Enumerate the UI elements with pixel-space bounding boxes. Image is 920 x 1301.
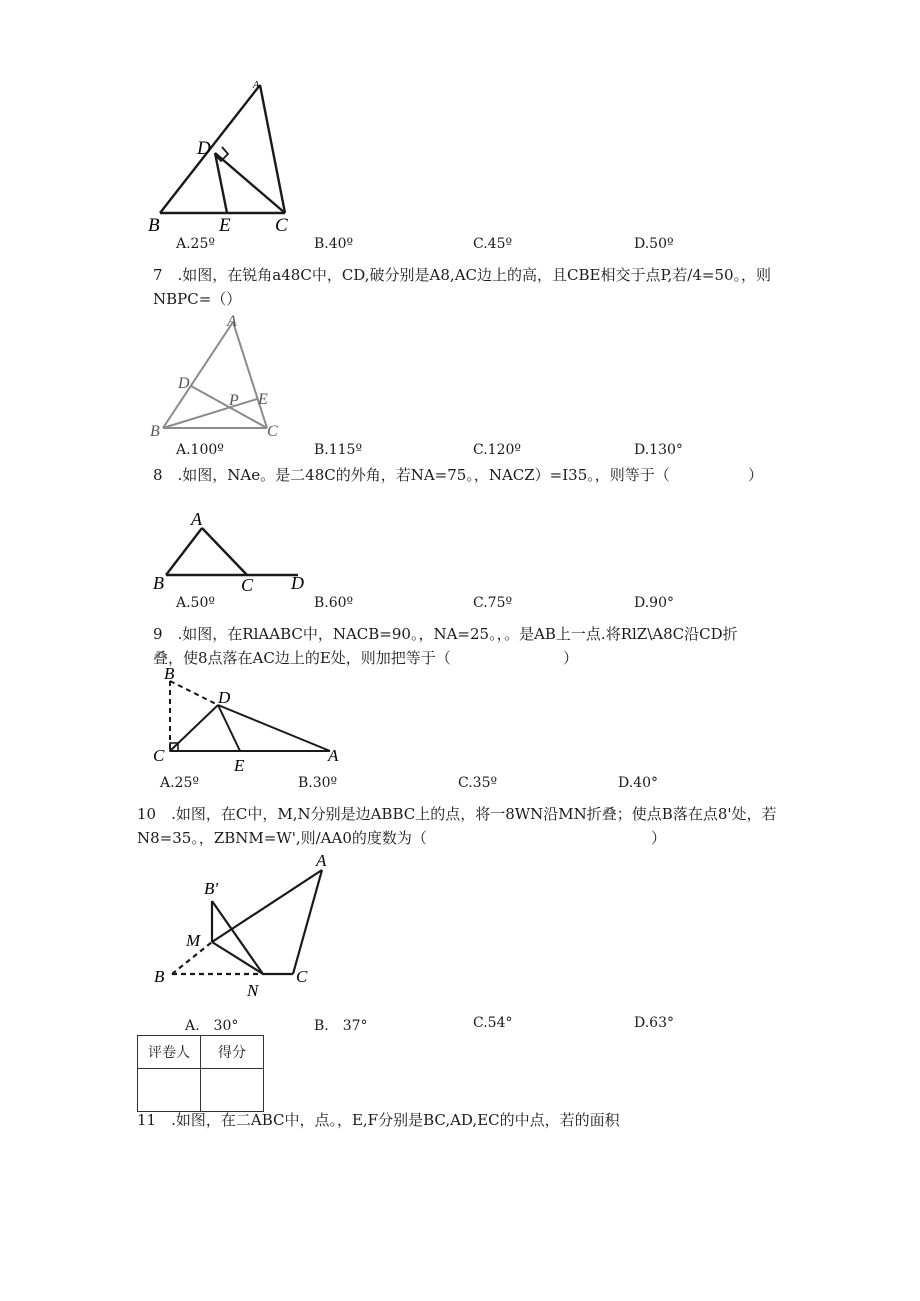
q8-edge-ab	[166, 528, 202, 575]
q6-option-d: D.50º	[634, 236, 674, 252]
q8-label-c: C	[241, 575, 254, 595]
q6-label-c: C	[275, 215, 288, 236]
score-table-grader-header: 评卷人	[138, 1036, 201, 1069]
score-table-grader-cell[interactable]	[138, 1069, 201, 1112]
q10-option-a: A. 30°	[185, 1018, 239, 1034]
q11-question-line1: 11 .如图，在二ABC中，点。，E,F分别是BC,AD,EC的中点，若的面积	[137, 1111, 620, 1129]
q9-label-a: A	[328, 746, 339, 765]
q9-label-e: E	[234, 756, 245, 775]
q7-label-d: D	[178, 375, 190, 392]
q6-figure	[145, 78, 305, 236]
score-table-score-cell[interactable]	[201, 1069, 264, 1112]
score-table	[137, 1035, 264, 1112]
q6-label-b: B	[148, 215, 160, 236]
q9-question-line2: 叠，使8点落在AC边上的E处，则加把等于（	[153, 649, 451, 667]
q9-figure	[150, 663, 345, 775]
q10-option-c: C.54°	[473, 1015, 513, 1031]
q10-figure	[150, 848, 340, 1003]
q8-label-a: A	[191, 509, 202, 529]
q9-folded-edge-bd	[170, 681, 218, 705]
q6-option-c: C.45º	[473, 236, 513, 252]
q7-label-p: P	[229, 392, 239, 409]
q7-question-line2: NBPC=（）	[153, 290, 242, 308]
q7-option-a: A.100º	[176, 442, 224, 458]
q7-option-b: B.115º	[314, 442, 363, 458]
q9-label-b: B	[164, 664, 175, 683]
q9-question-line1: 9 .如图，在RlAABC中，NACB=90。，NA=25。，。是AB上一点.将RlZ\A8C沿CD折	[153, 625, 738, 643]
q10-question-line2: N8=35。，ZBNM=W',则/AA0的度数为（	[137, 829, 427, 847]
q10-label-n: N	[247, 981, 259, 1000]
q8-edge-ac	[202, 528, 247, 575]
q8-option-d: D.90°	[634, 595, 674, 611]
q8-option-b: B.60º	[314, 595, 354, 611]
q7-label-e: E	[258, 391, 268, 408]
q7-figure	[145, 310, 290, 440]
score-table-score-header: 得分	[201, 1036, 264, 1069]
q9-option-a: A.25º	[160, 775, 199, 791]
q7-edge-ab	[163, 322, 233, 428]
q7-label-a: A	[227, 313, 237, 330]
q7-option-d: D.130°	[634, 442, 683, 458]
q9-paren-close: ）	[563, 649, 579, 667]
q9-edge-da	[218, 705, 330, 751]
q7-label-c: C	[267, 423, 278, 440]
q8-option-c: C.75º	[473, 595, 513, 611]
q7-option-c: C.120º	[473, 442, 521, 458]
q10-label-b: B	[154, 967, 165, 986]
q10-question-line1: 10 .如图，在C中，M,N分别是边ABBC上的点，将一8WN沿MN折叠；使点B落在点8'处，若	[137, 805, 777, 823]
q9-option-b: B.30º	[298, 775, 338, 791]
q8-question-line1: 8 .如图，NAe。是二48C的外角，若NA=75。，NACZ）=I35。，则等于（	[153, 466, 670, 484]
q8-label-d: D	[291, 573, 304, 593]
q8-paren-close: ）	[748, 466, 764, 484]
q7-altitude-be	[163, 399, 257, 428]
q9-label-d: D	[218, 688, 231, 707]
q10-paren-close: ）	[651, 829, 667, 847]
q8-option-a: A.50º	[176, 595, 215, 611]
q9-option-d: D.40°	[618, 775, 658, 791]
q7-label-b: B	[150, 423, 160, 440]
q6-label-e: E	[219, 215, 231, 236]
q6-label-a: A	[253, 80, 260, 91]
q9-option-c: C.35º	[458, 775, 498, 791]
q6-option-a: A.25º	[176, 236, 215, 252]
q6-label-d: D	[197, 138, 211, 159]
q10-option-b: B. 37°	[314, 1018, 368, 1034]
q8-figure	[150, 505, 320, 595]
q9-fold-line-cd	[170, 705, 218, 751]
q10-fold-line-mn	[212, 942, 263, 974]
q8-label-b: B	[153, 573, 164, 593]
q9-label-c: C	[153, 746, 165, 765]
q10-label-c: C	[296, 967, 308, 986]
q10-label-m: M	[186, 931, 201, 950]
q6-option-b: B.40º	[314, 236, 354, 252]
q10-option-d: D.63°	[634, 1015, 674, 1031]
q10-label-a: A	[316, 851, 327, 870]
q7-question-line1: 7 .如图，在锐角a48C中，CD,破分别是A8,AC边上的高，且CBE相交于点P,若/4=50。，则	[153, 266, 772, 284]
q10-label-b-prime: B'	[204, 879, 219, 898]
